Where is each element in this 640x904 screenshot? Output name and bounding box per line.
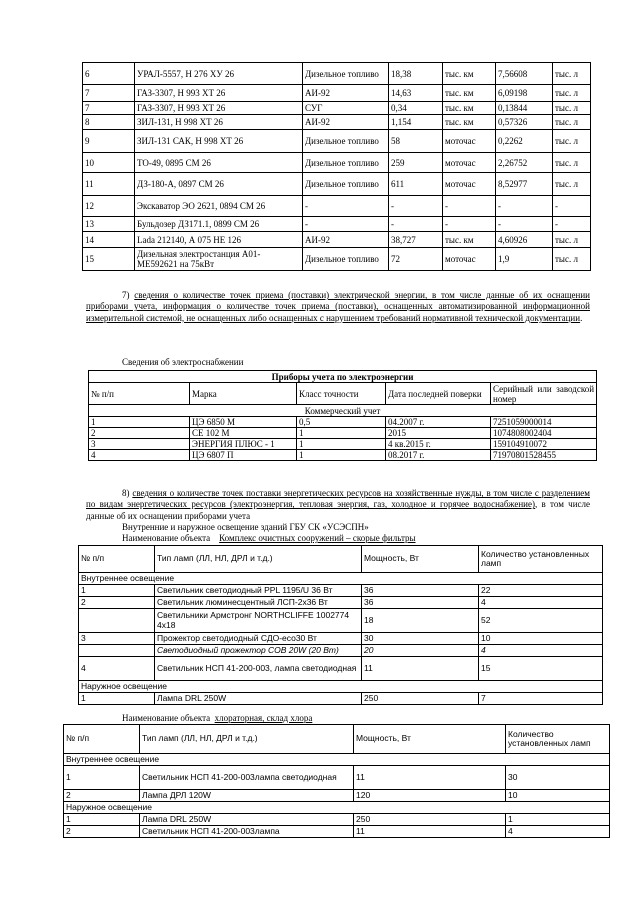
fuel-cell: Экскаватор ЭО 2621, 0894 СМ 26 xyxy=(135,196,303,217)
fuel-cell: 9 xyxy=(83,130,135,153)
section-8-middle: , в том числе данные об их оснащении приборами учета xyxy=(86,499,590,521)
fuel-cell: тыс. л xyxy=(553,130,591,153)
section-7-lead: 7) xyxy=(122,290,135,300)
meters-table-title: Приборы учета по электроэнергии xyxy=(89,371,597,383)
fuel-cell: тыс. км xyxy=(443,85,496,102)
lamp-cell: 2 xyxy=(79,597,155,609)
lamp-cell: 10 xyxy=(479,633,603,645)
lamp-cell: 20 xyxy=(362,645,479,657)
lamps-header-cell: № п/п xyxy=(79,546,155,573)
fuel-row xyxy=(83,173,591,196)
lamp-row xyxy=(64,814,610,826)
fuel-table-body xyxy=(83,63,591,271)
fuel-cell: тыс. л xyxy=(553,115,591,130)
meter-cell: 4 xyxy=(89,450,190,461)
lamp-cell: 250 xyxy=(354,814,506,826)
fuel-row xyxy=(83,232,591,248)
meters-header-serial: Серийный или заводской номер xyxy=(491,383,597,405)
fuel-cell: тыс. л xyxy=(553,63,591,85)
meter-row xyxy=(89,439,597,450)
lamp-row xyxy=(64,766,610,790)
fuel-cell: 6,09198 xyxy=(496,85,553,102)
meter-cell: 2015 xyxy=(386,428,491,439)
fuel-cell: тыс. л xyxy=(553,173,591,196)
lamp-cell: 10 xyxy=(506,790,610,802)
object-1-name: Комплекс очистных сооружений – скорые фильтры xyxy=(219,533,416,543)
fuel-row xyxy=(83,130,591,153)
fuel-table xyxy=(82,62,591,271)
lamp-row xyxy=(79,633,603,645)
fuel-cell: - xyxy=(389,217,443,232)
meters-header-date: Дата последней поверки xyxy=(386,383,491,405)
fuel-cell: 11 xyxy=(83,173,135,196)
lamps-header-row xyxy=(64,725,610,754)
lamp-cell: Светильник НСП 41-200-003лампа xyxy=(140,826,354,838)
fuel-cell: ЗИЛ-131 САК, Н 998 ХТ 26 xyxy=(135,130,303,153)
meter-cell: ЭНЕРГИЯ ПЛЮС - 1 xyxy=(190,439,297,450)
fuel-cell: 7,56608 xyxy=(496,63,553,85)
fuel-row xyxy=(83,153,591,173)
lamp-row xyxy=(79,645,603,657)
section-7-text: сведения о количестве точек приема (поставки) электрической энергии, в том числе данные об их оснащении приборами учета, информация о количестве точек приема (поставки), оснащенных автоматизированной информационной измерительной системой, не оснащенных либо оснащенных с нарушением требований нормативной технической документации xyxy=(86,290,590,323)
lamps-header-row xyxy=(79,546,603,573)
lamps-group-row xyxy=(64,802,610,814)
lamp-cell: 11 xyxy=(362,657,479,681)
fuel-cell: СУГ xyxy=(303,102,389,115)
meters-table xyxy=(88,370,597,461)
section-8-paragraph xyxy=(86,488,590,522)
lamp-cell: 36 xyxy=(362,597,479,609)
meter-row xyxy=(89,428,597,439)
lamp-cell: Лампа DRL 250W xyxy=(140,814,354,826)
lamps-header-cell: Мощность, Вт xyxy=(354,725,506,754)
meter-cell: 4 кв.2015 г. xyxy=(386,439,491,450)
fuel-cell: 0,2262 xyxy=(496,130,553,153)
fuel-cell: ЗИЛ-131, Н 998 ХТ 26 xyxy=(135,115,303,130)
lamp-cell xyxy=(79,645,155,657)
fuel-cell: Дизельное топливо xyxy=(303,248,389,271)
fuel-cell: Бульдозер ДЗ171.1, 0899 СМ 26 xyxy=(135,217,303,232)
fuel-cell: ГАЗ-3307, Н 993 ХТ 26 xyxy=(135,102,303,115)
fuel-cell: - xyxy=(496,196,553,217)
meter-cell: 71970801528455 xyxy=(491,450,597,461)
lamp-cell: 2 xyxy=(64,790,140,802)
meter-cell: ЦЭ 6850 М xyxy=(190,417,297,428)
lamp-cell: Лампа DRL 250W xyxy=(155,693,362,705)
lamp-row xyxy=(79,693,603,705)
fuel-cell: Дизельная электростанция А01-МЕ592621 на 75кВт xyxy=(135,248,303,271)
fuel-cell: 7 xyxy=(83,102,135,115)
lamp-cell: 4 xyxy=(479,597,603,609)
lamp-row xyxy=(79,657,603,681)
meter-cell: 3 xyxy=(89,439,190,450)
fuel-cell: Дизельное топливо xyxy=(303,130,389,153)
lamp-cell: Лампа ДРЛ 120W xyxy=(140,790,354,802)
lamp-cell xyxy=(79,609,155,633)
fuel-cell: 0,57326 xyxy=(496,115,553,130)
meter-cell: 1 xyxy=(297,428,386,439)
lamps-table-1 xyxy=(78,545,603,705)
fuel-cell: - xyxy=(443,217,496,232)
fuel-row xyxy=(83,217,591,232)
lamp-row xyxy=(64,790,610,802)
lamp-row xyxy=(79,585,603,597)
fuel-cell: - xyxy=(303,196,389,217)
lamp-cell: 2 xyxy=(64,826,140,838)
meters-header-class: Класс точности xyxy=(297,383,386,405)
lamp-cell: Прожектор светодиодный СДО-есо30 Вт xyxy=(155,633,362,645)
lamp-cell: 30 xyxy=(362,633,479,645)
fuel-cell: 12 xyxy=(83,196,135,217)
fuel-cell: Lada 212140, А 075 НЕ 126 xyxy=(135,232,303,248)
fuel-row xyxy=(83,102,591,115)
fuel-cell: тыс. км xyxy=(443,115,496,130)
lamp-cell: 11 xyxy=(354,826,506,838)
fuel-cell: 1,154 xyxy=(389,115,443,130)
fuel-cell: ГАЗ-3307, Н 993 ХТ 26 xyxy=(135,85,303,102)
fuel-cell: 6 xyxy=(83,63,135,85)
fuel-cell: 18,38 xyxy=(389,63,443,85)
fuel-cell: 13 xyxy=(83,217,135,232)
lamps-table-2 xyxy=(63,724,610,838)
lamp-cell: 22 xyxy=(479,585,603,597)
lamp-cell: 4 xyxy=(506,826,610,838)
meter-cell: 2 xyxy=(89,428,190,439)
fuel-row xyxy=(83,248,591,271)
lamp-cell: 4 xyxy=(79,657,155,681)
object-2-name: хлораторная, склад хлора xyxy=(214,713,313,723)
lamp-cell: 1 xyxy=(506,814,610,826)
fuel-cell: АИ-92 xyxy=(303,115,389,130)
fuel-cell: - xyxy=(303,217,389,232)
fuel-cell: тыс. км xyxy=(443,232,496,248)
fuel-cell: - xyxy=(553,217,591,232)
meter-cell: 159104910072 xyxy=(491,439,597,450)
fuel-cell: тыс. л xyxy=(553,153,591,173)
fuel-row xyxy=(83,63,591,85)
inner-lighting-label: Внутреннее освещение xyxy=(64,754,610,766)
fuel-cell: 58 xyxy=(389,130,443,153)
lighting-line: Внутренние и наружное освещение зданий ГБУ СК «УСЭСПН» xyxy=(122,522,369,532)
lamp-row xyxy=(79,597,603,609)
fuel-row xyxy=(83,196,591,217)
fuel-cell: - xyxy=(496,217,553,232)
fuel-cell: Дизельное топливо xyxy=(303,63,389,85)
lamp-cell: 11 xyxy=(354,766,506,790)
lamp-cell: 52 xyxy=(479,609,603,633)
meter-cell: 1074808002404 xyxy=(491,428,597,439)
fuel-cell: УРАЛ-5557, Н 276 ХУ 26 xyxy=(135,63,303,85)
lamps-header-cell: Количество установленных ламп xyxy=(506,725,610,754)
fuel-cell: 259 xyxy=(389,153,443,173)
electricity-subtitle: Сведения об электроснабжении xyxy=(122,357,244,367)
lamps-header-cell: Количество установленных ламп xyxy=(479,546,603,573)
meters-table-body xyxy=(89,371,597,461)
lamp-row xyxy=(79,609,603,633)
fuel-cell: моточас xyxy=(443,130,496,153)
fuel-cell: АИ-92 xyxy=(303,232,389,248)
lamp-cell: 36 xyxy=(362,585,479,597)
object-1-label: Наименование объекта xyxy=(122,533,211,543)
meter-row xyxy=(89,417,597,428)
lamp-row xyxy=(64,826,610,838)
lamp-cell: 1 xyxy=(79,693,155,705)
object-2-line xyxy=(122,713,312,724)
lamps-group-row xyxy=(79,573,603,585)
fuel-cell: 14 xyxy=(83,232,135,248)
lamp-cell: 7 xyxy=(479,693,603,705)
lamps-header-cell: Тип ламп (ЛЛ, НЛ, ДРЛ и т.д.) xyxy=(155,546,362,573)
inner-lighting-label: Внутреннее освещение xyxy=(79,573,603,585)
meters-header-brand: Марка xyxy=(190,383,297,405)
fuel-cell: 15 xyxy=(83,248,135,271)
fuel-cell: 2,26752 xyxy=(496,153,553,173)
meters-group-label: Коммерческий учет xyxy=(89,405,597,417)
fuel-cell: АИ-92 xyxy=(303,85,389,102)
meter-cell: 7251059000014 xyxy=(491,417,597,428)
lamp-cell: Светильник НСП 41-200-003, лампа светодиодная xyxy=(155,657,362,681)
fuel-cell: 14,63 xyxy=(389,85,443,102)
fuel-cell: 38,727 xyxy=(389,232,443,248)
section-8-lead: 8) xyxy=(122,488,133,498)
fuel-cell: 1,9 xyxy=(496,248,553,271)
fuel-cell: 0,13844 xyxy=(496,102,553,115)
lamps-header-cell: Тип ламп (ЛЛ, НЛ, ДРЛ и т.д.) xyxy=(140,725,354,754)
lamp-cell: Светильник НСП 41-200-003лампа светодиодная xyxy=(140,766,354,790)
fuel-row xyxy=(83,115,591,130)
meters-header-num: № п/п xyxy=(89,383,190,405)
section-8-text: сведения о количестве точек поставки энергетических ресурсов на хозяйственные нужды, в том числе с разделением по видам энергетических ресурсов (электроэнергия, тепловая энергия, газ, холодное и горячее водоснабжение) xyxy=(86,488,590,510)
lamp-cell: Светильник люминесцентный ЛСП-2х36 Вт xyxy=(155,597,362,609)
fuel-cell: ТО-49, 0895 СМ 26 xyxy=(135,153,303,173)
lamp-cell: Светильник светодиодный PPL 1195/U 36 Вт xyxy=(155,585,362,597)
lamps-group-row xyxy=(79,681,603,693)
lamps-table-2-body xyxy=(64,725,610,838)
meter-cell: ЦЭ 6807 П xyxy=(190,450,297,461)
fuel-row xyxy=(83,85,591,102)
fuel-cell: - xyxy=(389,196,443,217)
lamp-cell: 15 xyxy=(479,657,603,681)
meter-row xyxy=(89,450,597,461)
meter-cell: 1 xyxy=(297,439,386,450)
meter-cell: СЕ 102 М xyxy=(190,428,297,439)
lamp-cell: 1 xyxy=(79,585,155,597)
lamps-group-row xyxy=(64,754,610,766)
section-7-tail: . xyxy=(580,312,583,323)
fuel-cell: - xyxy=(443,196,496,217)
fuel-cell: тыс. л xyxy=(553,102,591,115)
lamp-cell: 120 xyxy=(354,790,506,802)
lamp-cell: Светодиодный прожектор СОВ 20W (20 Вт) xyxy=(155,645,362,657)
fuel-cell: тыс. км xyxy=(443,63,496,85)
fuel-cell: 8,52977 xyxy=(496,173,553,196)
fuel-cell: Дизельное топливо xyxy=(303,153,389,173)
fuel-cell: 0,34 xyxy=(389,102,443,115)
object-1-line xyxy=(122,533,416,544)
meter-cell: 1 xyxy=(89,417,190,428)
section-7-paragraph xyxy=(86,290,590,324)
fuel-cell: 72 xyxy=(389,248,443,271)
meter-cell: 1 xyxy=(297,450,386,461)
lamp-cell: 1 xyxy=(64,814,140,826)
lamp-cell: 18 xyxy=(362,609,479,633)
fuel-cell: тыс. л xyxy=(553,248,591,271)
fuel-cell: тыс. км xyxy=(443,102,496,115)
fuel-cell: Дизельное топливо xyxy=(303,173,389,196)
fuel-cell: 7 xyxy=(83,85,135,102)
lamp-cell: 1 xyxy=(64,766,140,790)
fuel-cell: моточас xyxy=(443,248,496,271)
fuel-cell: моточас xyxy=(443,153,496,173)
lamp-cell: 3 xyxy=(79,633,155,645)
fuel-cell: тыс. л xyxy=(553,232,591,248)
lamp-cell: 30 xyxy=(506,766,610,790)
meter-cell: 0,5 xyxy=(297,417,386,428)
fuel-cell: тыс. л xyxy=(553,85,591,102)
lamps-header-cell: Мощность, Вт xyxy=(362,546,479,573)
fuel-cell: моточас xyxy=(443,173,496,196)
outer-lighting-label: Наружное освещение xyxy=(64,802,610,814)
lamps-table-1-body xyxy=(79,546,603,705)
outer-lighting-label: Наружное освещение xyxy=(79,681,603,693)
fuel-cell: 611 xyxy=(389,173,443,196)
lamp-cell: 4 xyxy=(479,645,603,657)
lamp-cell: Светильники Армстронг NORTHCLIFFE 1002774 4х18 xyxy=(155,609,362,633)
object-2-label: Наименование объекта xyxy=(122,713,211,723)
fuel-cell: 4,60926 xyxy=(496,232,553,248)
fuel-cell: - xyxy=(553,196,591,217)
fuel-cell: 8 xyxy=(83,115,135,130)
lamps-header-cell: № п/п xyxy=(64,725,140,754)
lamp-cell: 250 xyxy=(362,693,479,705)
fuel-cell: 10 xyxy=(83,153,135,173)
meter-cell: 04.2007 г. xyxy=(386,417,491,428)
meter-cell: 08.2017 г. xyxy=(386,450,491,461)
fuel-cell: ДЗ-180-А, 0897 СМ 26 xyxy=(135,173,303,196)
